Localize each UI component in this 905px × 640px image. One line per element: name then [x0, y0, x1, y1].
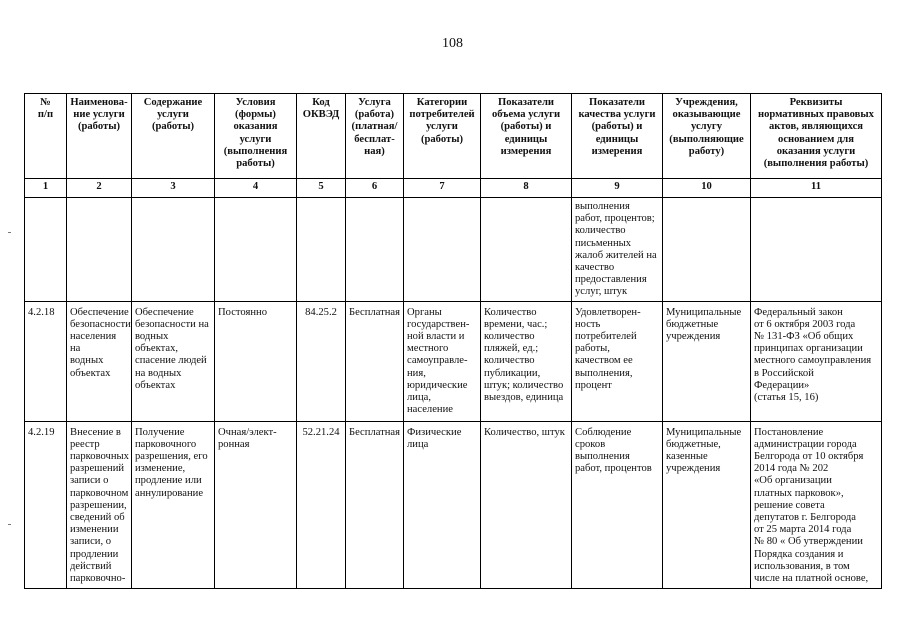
page-number: 108	[442, 36, 463, 51]
okved-code: 84.25.2	[297, 301, 346, 421]
institutions: Муниципальные бюджетные, казенные учреждения	[663, 421, 751, 588]
scan-mark	[8, 232, 11, 233]
table-cell	[297, 198, 346, 302]
table-cell: выполнения работ, процентов; количество письменных жалоб жителей на качество предоставления услуг, штук	[572, 198, 663, 302]
column-number: 11	[751, 179, 882, 198]
service-name: Обеспечение безопасности населения на водных объектах	[67, 301, 132, 421]
column-number: 3	[132, 179, 215, 198]
service-name: Внесение в реестр парковочных разрешений записи о парковочном разрешении, сведений об изменении записи, о продлении действий парковочно-	[67, 421, 132, 588]
volume-indicators: Количество времени, час.; количество пляжей, ед.; количество публикации, штук; количество выездов, единица	[481, 301, 572, 421]
column-number-row	[25, 179, 882, 198]
paid-free: Бесплатная	[346, 421, 404, 588]
legal-acts: Федеральный закон от 6 октября 2003 года № 131-ФЗ «Об общих принципах организации местного самоуправления в Российской Федерации» (статья 15, 16)	[751, 301, 882, 421]
consumer-categories: Органы государствен- ной власти и местного самоуправле- ния, юридические лица, население	[404, 301, 481, 421]
continuation-row	[25, 198, 882, 302]
header-row	[25, 94, 882, 179]
header-volume-indicators: Показатели объема услуги (работы) и единицы измерения	[481, 94, 572, 179]
header-service-content: Содержание услуги (работы)	[132, 94, 215, 179]
header-paid-free: Услуга (работа) (платная/ бесплат- ная)	[346, 94, 404, 179]
table-cell	[132, 198, 215, 302]
table-cell	[751, 198, 882, 302]
consumer-categories: Физические лица	[404, 421, 481, 588]
quality-indicators: Удовлетворен- ность потребителей работы, качеством ее выполнения, процент	[572, 301, 663, 421]
row-number: 4.2.18	[25, 301, 67, 421]
column-number: 10	[663, 179, 751, 198]
table-cell	[25, 198, 67, 302]
institutions: Муниципальные бюджетные учреждения	[663, 301, 751, 421]
header-quality-indicators: Показатели качества услуги (работы) и единицы измерения	[572, 94, 663, 179]
scan-mark	[8, 524, 11, 525]
table-cell	[663, 198, 751, 302]
header-institutions: Учреждения, оказывающие услугу (выполняющие работу)	[663, 94, 751, 179]
column-number: 1	[25, 179, 67, 198]
service-conditions: Постоянно	[215, 301, 297, 421]
okved-code: 52.21.24	[297, 421, 346, 588]
paid-free: Бесплатная	[346, 301, 404, 421]
table-row	[25, 301, 882, 421]
column-number: 7	[404, 179, 481, 198]
row-number: 4.2.19	[25, 421, 67, 588]
table-cell	[215, 198, 297, 302]
column-number: 4	[215, 179, 297, 198]
table-cell	[67, 198, 132, 302]
quality-indicators: Соблюдение сроков выполнения работ, процентов	[572, 421, 663, 588]
header-consumer-categories: Категории потребителей услуги (работы)	[404, 94, 481, 179]
header-okved-code: Код ОКВЭД	[297, 94, 346, 179]
volume-indicators: Количество, штук	[481, 421, 572, 588]
header-number: № п/п	[25, 94, 67, 179]
column-number: 8	[481, 179, 572, 198]
table-cell	[481, 198, 572, 302]
services-table	[24, 93, 882, 589]
service-content: Обеспечение безопасности на водных объектах, спасение людей на водных объектах	[132, 301, 215, 421]
column-number: 5	[297, 179, 346, 198]
table-row	[25, 421, 882, 588]
service-conditions: Очная/элект- ронная	[215, 421, 297, 588]
table-cell	[346, 198, 404, 302]
header-conditions: Условия (формы) оказания услуги (выполнения работы)	[215, 94, 297, 179]
column-number: 6	[346, 179, 404, 198]
legal-acts: Постановление администрации города Белгорода от 10 октября 2014 года № 202 «Об организации платных парковок», решение совета депутатов г. Белгорода от 25 марта 2014 года № 80 « Об утверждении Порядка создания и использования, в том числе на платной основе,	[751, 421, 882, 588]
column-number: 9	[572, 179, 663, 198]
header-legal-acts: Реквизиты нормативных правовых актов, являющихся основанием для оказания услуги (выполнения работы)	[751, 94, 882, 179]
column-number: 2	[67, 179, 132, 198]
table-cell	[404, 198, 481, 302]
header-service-name: Наименова- ние услуги (работы)	[67, 94, 132, 179]
service-content: Получение парковочного разрешения, его изменение, продление или аннулирование	[132, 421, 215, 588]
